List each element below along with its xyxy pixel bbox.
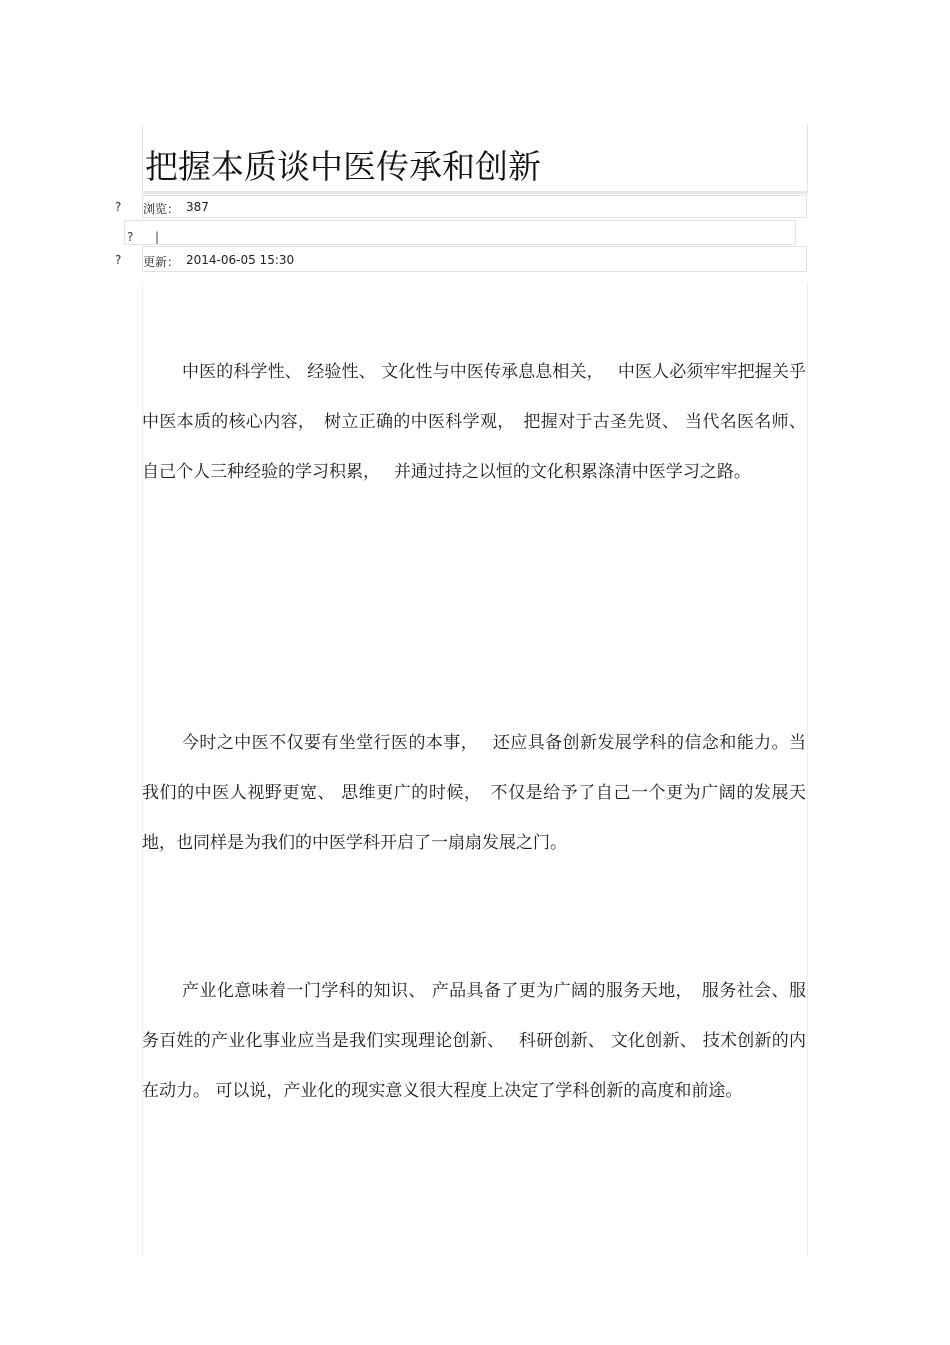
paragraph-3: 产业化意味着一门学科的知识、 产品具备了更为广阔的服务天地， 服务社会、服务百姓的产业化事业应当是我们实现理论创新、 科研创新、 文化创新、 技术创新的内在动力。 可以说，产业化的现实意义很大程度上决定了学科创新的高度和前途。 (142, 981, 806, 1101)
updated-marker: ? (115, 253, 122, 267)
views-row (142, 195, 807, 218)
paragraph-2: 今时之中医不仅要有坐堂行医的本事， 还应具备创新发展学科的信念和能力。当我们的中医人视野更宽、 思维更广的时候， 不仅是给予了自己一个更为广阔的发展天地，也同样是为我们的中医学科开启了一扇扇发展之门。 (142, 733, 806, 853)
divider-pipe: | (155, 230, 160, 244)
divider-row (124, 220, 796, 245)
divider-marker: ? (127, 230, 134, 244)
title-box (142, 125, 808, 194)
page-title: 把握本质谈中医传承和创新 (145, 147, 541, 186)
views-count: 387 (186, 200, 209, 214)
updated-label: 更新： (143, 255, 180, 269)
views-label: 浏览： (143, 202, 180, 216)
views-marker: ? (115, 200, 122, 214)
paragraph-1: 中医的科学性、 经验性、 文化性与中医传承息息相关， 中医人必须牢牢把握关乎中医本质的核心内容， 树立正确的中医科学观， 把握对于古圣先贤、 当代名医名师、自己个人三种经验的学习积累， 并通过持之以恒的文化积累涤清中医学习之路。 (142, 362, 806, 482)
updated-timestamp: 2014-06-05 15:30 (186, 253, 295, 267)
